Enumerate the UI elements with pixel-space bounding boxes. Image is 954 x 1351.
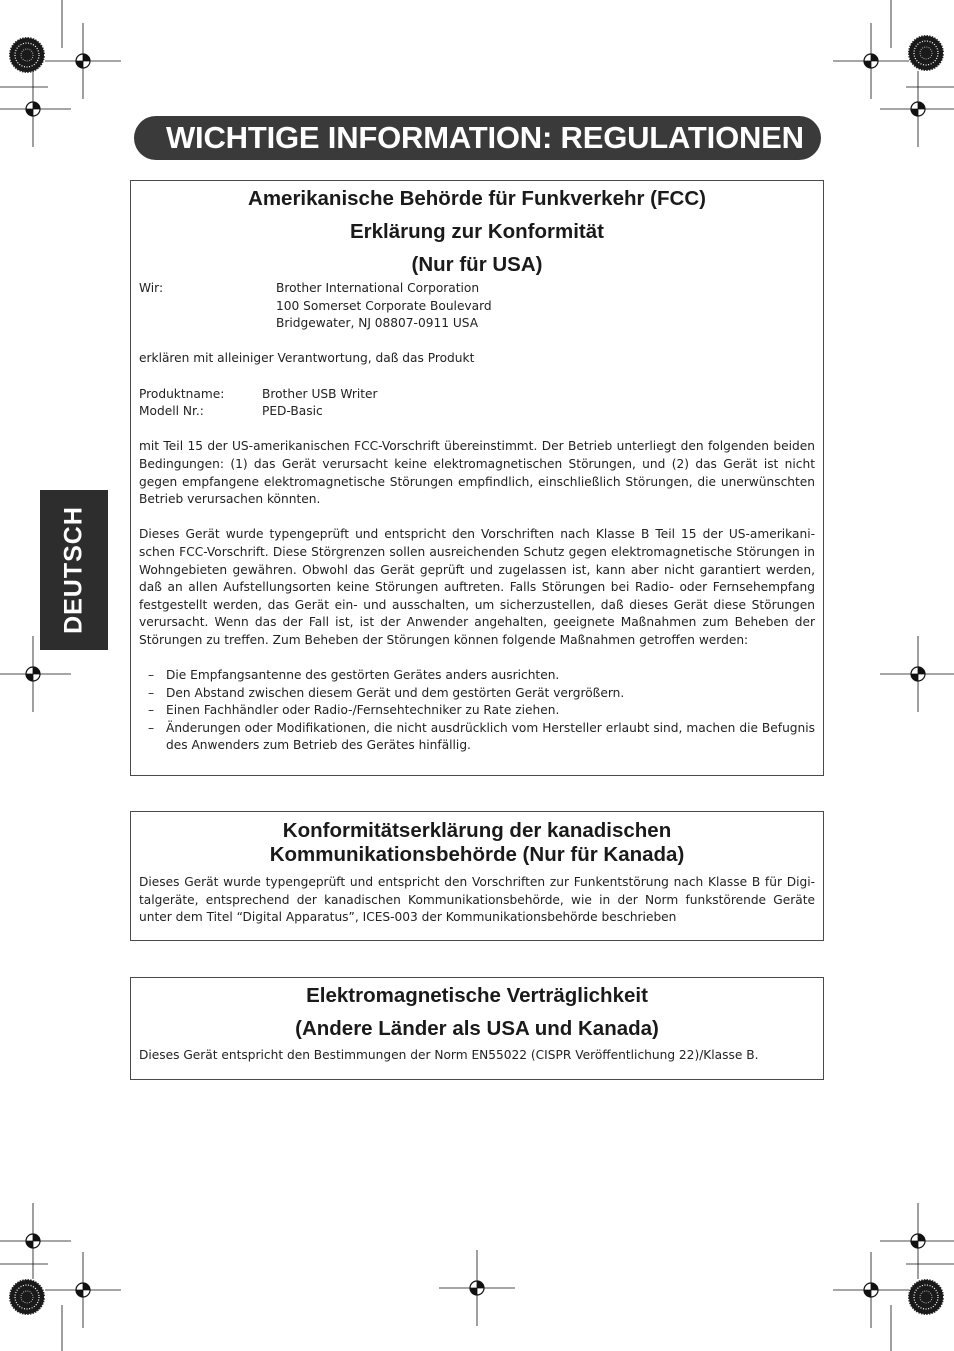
fcc-region: (Nur für USA) [411,253,543,276]
product-name-value: Brother USB Writer [262,386,378,401]
emc-paragraph: Dieses Gerät entspricht den Bestimmungen der Norm EN55022 (CISPR Veröffentlichung 22)/Klasse B. [139,1048,759,1062]
fcc-subheading: Erklärung zur Konformität [350,220,604,243]
canada-section [130,811,824,941]
product-name-label: Produktname: [139,386,225,401]
model-value: PED-Basic [262,404,323,419]
side-tab-label: DEUTSCH [59,506,88,634]
emc-subheading: (Andere Länder als USA und Kanada) [295,1017,659,1040]
measures-list [139,667,815,755]
address-line-2: 100 Somerset Corporate Boulevard [276,298,492,313]
canada-paragraph: Dieses Gerät wurde typengeprüft und entspricht den Vorschriften zur Funkentstörung nach Klasse B für Digitalgeräte, entsprechend der kanadischen Kommunikationsbehörde, wie in der Norm funkstörende Geräte unter dem Titel “Digital Apparatus”, ICES-003 der Kommunikationsbehörde beschrieben [139,875,815,925]
declarant-label: Wir: [139,281,164,295]
title-banner [134,116,821,160]
emc-section [130,977,824,1080]
list-item: – Den Abstand zwischen diesem Gerät und dem gestörten Gerät vergrößern. [139,685,815,703]
fcc-conditions-paragraph: mit Teil 15 der US-amerikanischen FCC-Vorschrift übereinstimmt. Der Betrieb unterliegt den folgenden beiden Bedingungen: (1) das Gerät verursacht keine elektromagnetischen Störungen, und (2) das Gerät ist nicht gegen empfangene elektromagnetische Störungen empfindlich, einschließlich Störungen, die unerwünschten Betrieb verursachen könnten. [139,439,815,507]
declaration-text: erklären mit alleiniger Verantwortung, daß das Produkt [139,351,475,366]
fcc-heading: Amerikanische Behörde für Funkverkehr (FCC) [248,187,706,210]
list-item: – Änderungen oder Modifikationen, die nicht ausdrücklich vom Hersteller erlaubt sind, machen die Befugnis des Anwenders zum Betrieb des Gerätes hinfällig. [139,720,815,755]
address-line-3: Bridgewater, NJ 08807-0911 USA [276,316,479,331]
emc-heading: Elektromagnetische Verträglichkeit [306,984,648,1007]
language-side-tab [40,490,108,650]
declarant-block [139,280,815,333]
page-title: WICHTIGE INFORMATION: REGULATIONEN [166,120,804,155]
address-line-1: Brother International Corporation [276,281,480,295]
product-info [139,386,815,421]
canada-subheading: Kommunikationsbehörde (Nur für Kanada) [269,843,685,866]
list-item: – Die Empfangsantenne des gestörten Gerätes anders ausrichten. [139,667,815,685]
fcc-section [130,180,824,776]
model-label: Modell Nr.: [139,404,204,419]
canada-heading: Konformitätserklärung der kanadischen [282,819,672,842]
fcc-classb-paragraph: Dieses Gerät wurde typengeprüft und entspricht den Vorschriften nach Klasse B Teil 15 der US-amerikanischen FCC-Vorschrift. Diese Störgrenzen sollen ausreichenden Schutz gegen elektromagnetische Störungen in Wohngebieten gewähren. Obwohl das Gerät geprüft und zugelassen ist, kann aber nicht garantiert werden, daß an allen Aufstellungsorten keine Störungen auftreten. Falls Störungen bei Radio- oder Fernsehempfang festgestellt werden, das Gerät ein- und ausschalten, um sicherzustellen, daß dieses Gerät diese Störungen verursacht. Wenn das der Fall ist, ist der Anwender angehalten, geeignete Maßnahmen zum Beheben der Störungen zu treffen. Zum Beheben der Störungen können folgende Maßnahmen getroffen werden: [139,527,815,647]
list-item: – Einen Fachhändler oder Radio-/Fernsehtechniker zu Rate ziehen. [139,702,815,720]
